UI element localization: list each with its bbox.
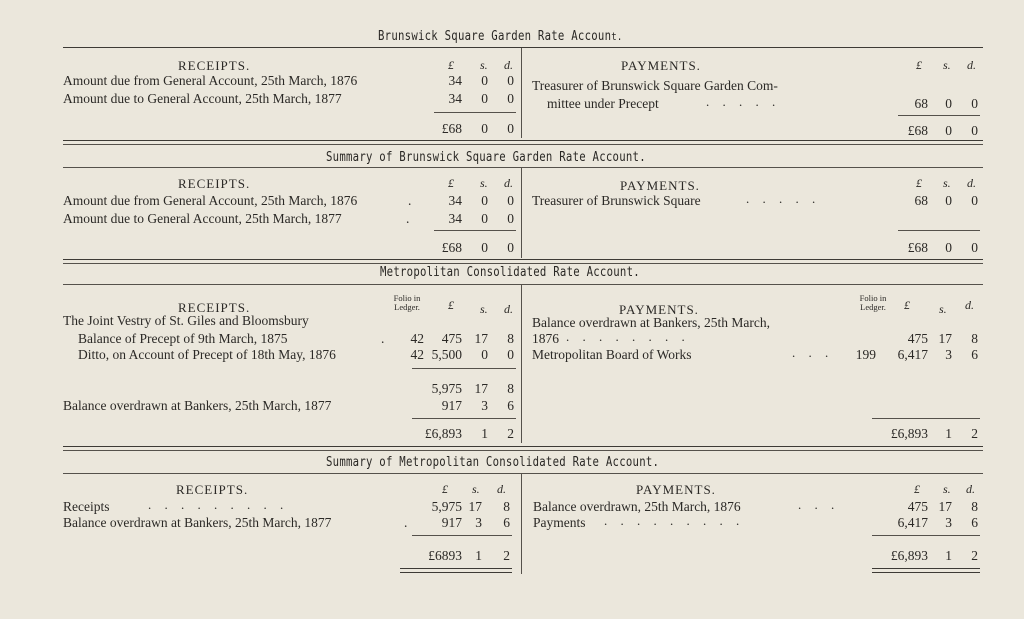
- section-title-metropolitan: Metropolitan Consolidated Rate Account.: [380, 265, 640, 280]
- receipts-total-pounds: £68: [441, 240, 462, 255]
- rule: [63, 144, 983, 145]
- payment-row-label: Treasurer of Brunswick Square: [532, 193, 701, 208]
- currency-pence-label: d.: [504, 302, 513, 316]
- currency-pence-label: d.: [504, 176, 513, 190]
- receipt-pence: 0: [507, 347, 514, 362]
- section-title-brunswick: Brunswick Square Garden Rate Account.: [378, 29, 623, 44]
- currency-shilling-label: s.: [480, 302, 488, 316]
- double-rule: [400, 568, 512, 569]
- payments-heading: PAYMENTS.: [620, 178, 700, 193]
- payment-shillings: 0: [945, 193, 952, 208]
- leader-dots: .: [404, 515, 408, 530]
- receipts-total-pounds: £6,893: [424, 426, 462, 441]
- sum-rule: [434, 230, 516, 231]
- receipt-shillings: 0: [481, 347, 488, 362]
- section-title-metropolitan-summary: Summary of Metropolitan Consolidated Rate Account.: [326, 455, 660, 470]
- rule: [63, 446, 983, 447]
- rule: [63, 284, 983, 285]
- rule: [63, 167, 983, 168]
- currency-pound-label: £: [904, 298, 910, 312]
- payments-total-shillings: 0: [945, 123, 952, 138]
- receipt-pounds: 34: [448, 211, 462, 226]
- payments-total-pounds: £6,893: [890, 426, 928, 441]
- sum-rule: [898, 115, 980, 116]
- leader-dots: . . .: [792, 345, 834, 360]
- payment-pounds: 475: [907, 331, 928, 346]
- currency-shilling-label: s.: [939, 302, 947, 316]
- leader-dots: .: [381, 331, 385, 346]
- receipt-pounds: 917: [441, 398, 462, 413]
- receipt-shillings: 3: [481, 398, 488, 413]
- receipts-total-shillings: 1: [481, 426, 488, 441]
- payments-total-shillings: 0: [945, 240, 952, 255]
- payment-pence: 6: [971, 347, 978, 362]
- rule: [63, 263, 983, 264]
- receipt-pence: 0: [507, 73, 514, 88]
- leader-dots: .: [408, 193, 412, 208]
- column-divider: [521, 168, 522, 258]
- currency-pound-label: £: [442, 482, 448, 496]
- payment-pence: 6: [971, 515, 978, 530]
- column-divider: [521, 474, 522, 574]
- payments-total-pounds: £6,893: [890, 548, 928, 563]
- rule: [63, 47, 983, 48]
- receipts-total-pounds: £68: [441, 121, 462, 136]
- payment-shillings: 3: [945, 515, 952, 530]
- receipt-pounds: 917: [441, 515, 462, 530]
- leader-dots: . . . . .: [746, 191, 821, 206]
- receipt-folio: 42: [410, 331, 424, 346]
- receipt-shillings: 17: [468, 499, 482, 514]
- payment-shillings: 0: [945, 96, 952, 111]
- receipts-total-pounds: £6893: [428, 548, 462, 563]
- payment-shillings: 17: [938, 499, 952, 514]
- payments-total-shillings: 1: [945, 548, 952, 563]
- payment-row-label: Treasurer of Brunswick Square Garden Com-: [532, 78, 778, 93]
- receipt-row-label: The Joint Vestry of St. Giles and Bloomsbury: [63, 313, 309, 328]
- leader-dots: . . . . . . . . .: [148, 497, 289, 512]
- receipt-pence: 6: [507, 398, 514, 413]
- receipt-shillings: 0: [481, 193, 488, 208]
- receipt-shillings: 0: [481, 73, 488, 88]
- payment-row-label: Metropolitan Board of Works: [532, 347, 692, 362]
- receipts-total-shillings: 0: [481, 121, 488, 136]
- sum-rule: [434, 112, 516, 113]
- receipts-subtotal-shillings: 17: [474, 381, 488, 396]
- receipts-total-shillings: 1: [475, 548, 482, 563]
- receipt-pounds: 34: [448, 91, 462, 106]
- receipt-row-label: Ditto, on Account of Precept of 18th May, 1876: [78, 347, 336, 362]
- payments-heading: PAYMENTS.: [636, 482, 716, 497]
- leader-dots: . . .: [798, 497, 840, 512]
- payments-total-pounds: £68: [907, 240, 928, 255]
- payments-total-pounds: £68: [907, 123, 928, 138]
- currency-shilling-label: s.: [480, 58, 488, 72]
- folio-label: Folio in Ledger.: [859, 293, 887, 312]
- receipt-row-label: Balance overdrawn at Bankers, 25th March, 1877: [63, 515, 332, 530]
- receipt-folio: 42: [410, 347, 424, 362]
- payment-folio: 199: [855, 347, 876, 362]
- currency-shilling-label: s.: [472, 482, 480, 496]
- currency-pence-label: d.: [966, 482, 975, 496]
- receipt-pounds: 34: [448, 193, 462, 208]
- payment-row-label: mittee under Precept: [547, 96, 659, 111]
- receipt-pence: 0: [507, 211, 514, 226]
- receipt-pounds: 475: [441, 331, 462, 346]
- payment-pounds: 68: [914, 96, 928, 111]
- column-divider: [521, 48, 522, 138]
- payment-pounds: 475: [907, 499, 928, 514]
- payment-pence: 8: [971, 499, 978, 514]
- rule: [63, 140, 983, 141]
- receipt-row-label: Amount due to General Account, 25th March, 1877: [63, 91, 342, 106]
- receipts-total-pence: 2: [503, 548, 510, 563]
- payment-row-label: Payments: [533, 515, 586, 530]
- receipts-heading: RECEIPTS.: [178, 176, 251, 191]
- payment-row-label: 1876: [532, 331, 559, 346]
- payment-row-label: Balance overdrawn, 25th March, 1876: [533, 499, 741, 514]
- folio-label: Folio in Ledger.: [393, 293, 421, 312]
- rule: [63, 473, 983, 474]
- receipts-total-shillings: 0: [481, 240, 488, 255]
- currency-pence-label: d.: [967, 58, 976, 72]
- receipt-pence: 6: [503, 515, 510, 530]
- receipts-heading: RECEIPTS.: [176, 482, 249, 497]
- receipts-heading: RECEIPTS.: [178, 58, 251, 73]
- payment-shillings: 3: [945, 347, 952, 362]
- payments-total-pence: 0: [971, 240, 978, 255]
- receipts-total-pence: 0: [507, 240, 514, 255]
- payment-shillings: 17: [938, 331, 952, 346]
- receipt-shillings: 0: [481, 91, 488, 106]
- receipt-shillings: 17: [474, 331, 488, 346]
- payment-pounds: 6,417: [897, 515, 928, 530]
- double-rule: [872, 568, 980, 569]
- receipts-heading: RECEIPTS.: [178, 300, 251, 315]
- receipt-pence: 8: [503, 499, 510, 514]
- rule: [63, 450, 983, 451]
- currency-shilling-label: s.: [943, 176, 951, 190]
- payment-pounds: 68: [914, 193, 928, 208]
- currency-shilling-label: s.: [480, 176, 488, 190]
- payment-pence: 0: [971, 193, 978, 208]
- currency-pound-label: £: [916, 176, 922, 190]
- leader-dots: . . . . .: [706, 94, 781, 109]
- receipt-pounds: 34: [448, 73, 462, 88]
- sum-rule: [898, 230, 980, 231]
- leader-dots: . . . . . . . .: [566, 329, 690, 344]
- double-rule: [872, 572, 980, 573]
- sum-rule: [412, 418, 516, 419]
- payment-pence: 0: [971, 96, 978, 111]
- section-title-brunswick-summary: Summary of Brunswick Square Garden Rate Account.: [326, 150, 646, 165]
- receipts-subtotal-pounds: 5,975: [431, 381, 462, 396]
- receipts-total-pence: 2: [507, 426, 514, 441]
- currency-pound-label: £: [916, 58, 922, 72]
- receipt-pence: 0: [507, 193, 514, 208]
- leader-dots: . . . . . . . . .: [604, 513, 745, 528]
- sum-rule: [412, 368, 516, 369]
- payments-total-pence: 0: [971, 123, 978, 138]
- leader-dots: .: [406, 211, 410, 226]
- payment-pounds: 6,417: [897, 347, 928, 362]
- column-divider: [521, 285, 522, 443]
- payments-total-shillings: 1: [945, 426, 952, 441]
- currency-pound-label: £: [448, 298, 454, 312]
- currency-pence-label: d.: [965, 298, 974, 312]
- payment-pence: 8: [971, 331, 978, 346]
- currency-shilling-label: s.: [943, 58, 951, 72]
- currency-pound-label: £: [448, 58, 454, 72]
- payments-total-pence: 2: [971, 548, 978, 563]
- payments-heading: PAYMENTS.: [621, 58, 701, 73]
- sum-rule: [872, 535, 980, 536]
- receipt-pence: 0: [507, 91, 514, 106]
- receipt-row-label: Amount due from General Account, 25th March, 1876: [63, 73, 358, 88]
- payments-heading: PAYMENTS.: [619, 302, 699, 317]
- currency-shilling-label: s.: [943, 482, 951, 496]
- receipt-shillings: 3: [475, 515, 482, 530]
- rule: [63, 259, 983, 260]
- receipt-row-label: Amount due to General Account, 25th March, 1877: [63, 211, 342, 226]
- receipt-row-label: Amount due from General Account, 25th March, 1876: [63, 193, 358, 208]
- receipt-row-label: Balance overdrawn at Bankers, 25th March, 1877: [63, 398, 332, 413]
- receipts-total-pence: 0: [507, 121, 514, 136]
- currency-pence-label: d.: [504, 58, 513, 72]
- receipt-pence: 8: [507, 331, 514, 346]
- receipt-pounds: 5,975: [431, 499, 462, 514]
- receipt-pounds: 5,500: [431, 347, 462, 362]
- currency-pound-label: £: [448, 176, 454, 190]
- payment-row-label: Balance overdrawn at Bankers, 25th March,: [532, 315, 771, 330]
- payments-total-pence: 2: [971, 426, 978, 441]
- currency-pound-label: £: [914, 482, 920, 496]
- sum-rule: [872, 418, 980, 419]
- receipts-subtotal-pence: 8: [507, 381, 514, 396]
- currency-pence-label: d.: [967, 176, 976, 190]
- currency-pence-label: d.: [497, 482, 506, 496]
- receipt-shillings: 0: [481, 211, 488, 226]
- receipt-row-label: Balance of Precept of 9th March, 1875: [78, 331, 288, 346]
- receipt-row-label: Receipts: [63, 499, 110, 514]
- sum-rule: [412, 535, 512, 536]
- double-rule: [400, 572, 512, 573]
